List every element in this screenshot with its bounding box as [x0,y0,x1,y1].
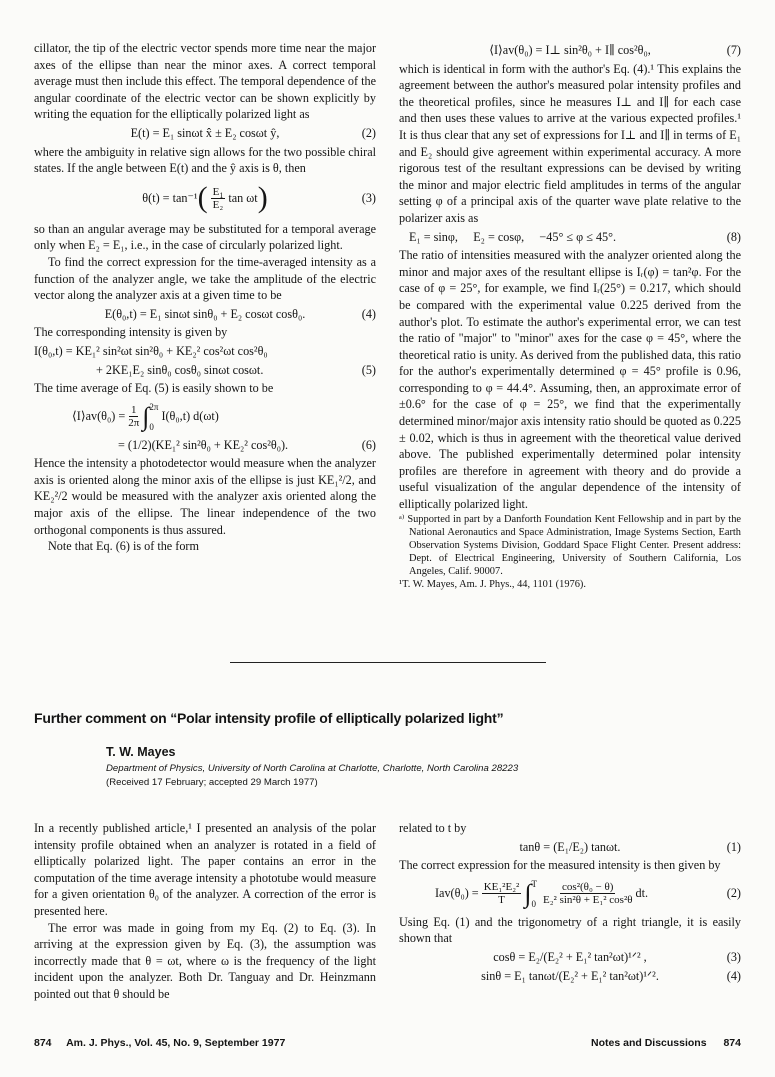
paragraph: so than an angular average may be substituted for a temporal average only when E₂ = E₁, i.e., in the case of circularly polarized light. [34,221,376,253]
equation-2 [399,876,741,912]
paragraph: The time average of Eq. (5) is easily shown to be [34,381,274,396]
article-title: Further comment on “Polar intensity profile of elliptically polarized light” [34,710,504,726]
fraction-denominator: E₂ [212,199,224,212]
section-name: Notes and Discussions [591,1037,707,1049]
paragraph: The error was made in going from my Eq. (2) to Eq. (3). In arriving at the expression given by Eq. (3), the assumption was incorrectly made that θ = ωt, where ω is the frequency of the light incident upon the analyzer. Both Dr. Tanguay and Dr. Heinzmann pointed out that θ should be [34,920,376,1001]
equation-body: tanθ = (E₁/E₂) tanωt. [519,839,621,854]
equation-body: E₁ = sinφ, E₂ = cosφ, −45° ≤ φ ≤ 45°. [409,229,617,244]
equation-lhs: ⟨I⟩av(θ₀) = [72,409,126,424]
journal-citation: Am. J. Phys., Vol. 45, No. 9, September 1977 [66,1037,286,1049]
equation-5b [34,362,376,379]
equation-fraction [128,404,139,429]
paragraph: The ratio of intensities measured with the analyzer oriented along the minor and major axes of the resultant ellipse is Iᵣ(φ) = tan²φ. For the case of φ = 25°, for example, we find Iᵣ(25°) = 0.217, which should be compared with the experimental value 0.225 derived from the author's plot. To estimate the author's experimental error, we can test the ratio of "major" to "minor" axes for the case φ = 45°, where the theoretical ratio is unity. As derived from the published data, this ratio for the author's experimentally determined φ = 45° profile is 0.96, corresponding to φ = 44.4°. Assuming, then, an approximate error of ±0.6° for the case of φ = 25°, we find that the experimentally determined minor/major axis intensity ratio should be quoted as 0.225 ± 0.02, which is thus in agreement with the theoretical value derived above. The published experimentally determined polar intensity profiles are therefore in agreement with theory and do provide a useful visualization of the angular dependence of the intensity of elliptically polarized light. [399,248,741,512]
fraction-denominator: E₂² sin²θ + E₁² cos²θ [542,894,633,907]
section-divider [230,662,546,663]
integral-limits [149,402,158,432]
equation-number: (5) [361,362,376,377]
footer-left [34,1037,297,1049]
equation-5a [34,343,376,360]
new-col-right [399,820,741,986]
paragraph: The corresponding intensity is given by [34,325,228,340]
fraction-denominator: T [498,894,505,907]
lower-limit: 0 [149,421,154,432]
paren-close: ) [257,181,268,215]
equation-body: E(θ₀,t) = E₁ sinωt sinθ₀ + E₂ cosωt cosθ₀. [104,306,306,321]
equation-number: (1) [726,839,741,854]
paragraph: where the ambiguity in relative sign allows for the two possible chiral states. If the angle between E(t) and the ŷ axis is θ, then [34,144,376,176]
fraction-numerator: $E_1$ [212,186,224,201]
article-author: T. W. Mayes [106,745,176,759]
prev-col-left [34,40,376,555]
fraction-numerator: cos²(θ₀ − θ) [562,881,614,894]
equation-1 [399,839,741,856]
equation-lhs: θ(t) = tan⁻¹ [142,191,198,206]
equation-differential: dt. [635,886,649,901]
paragraph: To find the correct expression for the time-averaged intensity as a function of the analyzer angle, we take the amplitude of the electric vector along the analyzer axis at a given time to be [34,254,376,303]
equation-6b [34,437,376,454]
integral-sign: ∫ [524,878,532,908]
equation-number: (8) [726,229,741,244]
equation-8 [399,229,741,246]
equation-rhs: I(θ₀,t) d(ωt) [161,409,219,424]
fraction-numerator: KE₁²E₂² [483,881,520,894]
equation-number: (6) [361,437,376,452]
integrand-fraction [543,881,633,906]
equation-number: (2) [726,886,741,901]
equation-7 [399,42,741,59]
equation-number: (2) [361,125,376,140]
upper-limit: 2π [149,401,159,412]
equation-4 [34,306,376,323]
fraction-numerator: 1 [130,404,137,417]
footer-right [577,1037,741,1049]
paragraph: related to t by [399,821,467,835]
equation-body: E(t) = E₁ sinωt x̂ ± E₂ cosωt ŷ, [130,125,280,140]
equation-rhs: tan ωt [228,191,258,206]
paragraph: Using Eq. (1) and the trigonometry of a right triangle, it is easily shown that [399,914,741,946]
footnote-1: ¹T. W. Mayes, Am. J. Phys., 44, 1101 (1976). [399,578,586,590]
paragraph: which is identical in form with the author's Eq. (4).¹ This explains the agreement between the author's measured polar intensity profiles and the theoretical profiles, since he measures I⊥ and I∥ for each case and then uses these values to arrive at the various expected profiles.¹ It is thus clear that any set of expressions for I⊥ and I∥ in terms of E₁ and E₂ should give agreement within experimental accuracy. A more rigorous test of the resultant expressions can be devised by writing the minor and major electric field amplitudes in terms of the angular setting φ of a principal axis of the quarter wave plate relative to the polarizer axis as [399,61,741,225]
equation-6a [34,399,376,435]
paragraph: Hence the intensity a photodetector would measure when the analyzer axis is oriented along the minor axis of the ellipse is just KE₁²/2, and KE₂²/2 would be measured with the analyzer axis oriented along the major axis of the ellipse. The linear independence of the two orthogonal components is thus assured. [34,456,376,537]
paragraph: Note that Eq. (6) is of the form [48,539,199,554]
paragraph: cillator, the tip of the electric vector spends more time near the major axes of the ellipse than near the minor axes. A correct temporal average must then include this effect. The temporal dependence of the angular coordinate of the electric vector can be shown explicitly by writing the equation for the elliptically polarized light as [34,41,376,122]
fraction-denominator: 2π [128,417,140,430]
integral-sign: ∫ [142,401,150,431]
equation-number: (3) [361,191,376,206]
equation-number: (4) [361,306,376,321]
equation-number: (4) [726,968,741,983]
new-col-left [34,820,376,1003]
footnote-a: ᵃ⁾ Supported in part by a Danforth Foundation Kent Fellowship and in part by the National Aeronautics and Space Administration, Image Systems Section, Earth Observation Systems Division, Goddard Space Flight Center. Present address: Dept. of Electrical Engineering, University of Southern California, Los Angeles, Calif. 90007. [399,513,741,577]
equation-number: (3) [726,949,741,964]
article-affiliation: Department of Physics, University of North Carolina at Charlotte, Charlotte, North Carolina 28223 [106,763,519,774]
equation-number: (7) [726,43,741,57]
paragraph: In a recently published article,¹ I presented an analysis of the polar intensity profile obtained when an analyzer is rotated in a field of elliptically polarized light. The paper contains an error in the computation of the time average intensity a phototube would measure for a given orientation θ₀ of the analyzer. A correction of the error is presented here. [34,821,376,918]
equation-body: ⟨I⟩av(θ₀) = I⊥ sin²θ₀ + I∥ cos²θ₀, [489,43,651,57]
page-number: 874 [34,1037,52,1049]
equation-fraction [482,881,522,906]
equation-body: I(θ₀,t) = KE₁² sin²ωt sin²θ₀ + KE₂² cos²ωt cos²θ₀ [34,343,268,358]
equation-4 [399,968,741,985]
integral-limits [531,879,537,909]
upper-limit: T [531,878,537,889]
paragraph: The correct expression for the measured intensity is then given by [399,858,721,873]
equation-body: + 2KE₁E₂ sinθ₀ cosθ₀ sinωt cosωt. [96,362,264,377]
lower-limit: 0 [531,898,536,909]
prev-col-right [399,40,741,591]
equation-fraction [211,186,226,211]
equation-body: cosθ = E₂/(E₂² + E₁² tan²ωt)¹ᐟ² , [493,949,647,964]
equation-3 [34,179,376,219]
paren-open: ( [197,181,208,215]
equation-body: = (1/2)(KE₁² sin²θ₀ + KE₂² cos²θ₀). [118,437,289,452]
equation-3 [399,949,741,966]
equation-body: sinθ = E₁ tanωt/(E₂² + E₁² tan²ωt)¹ᐟ². [481,968,659,983]
article-dates: (Received 17 February; accepted 29 March 1977) [106,777,318,788]
equation-2 [34,125,376,142]
page-number: 874 [723,1037,741,1049]
equation-lhs: Iav(θ₀) = [435,886,479,901]
